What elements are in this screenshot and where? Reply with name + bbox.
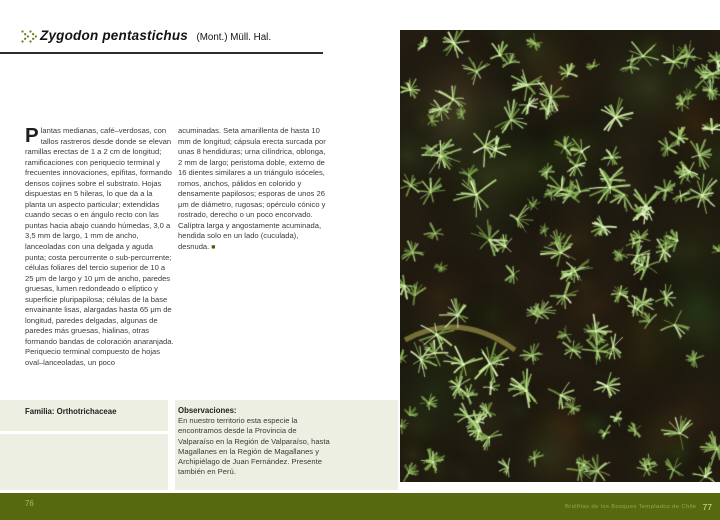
drop-cap: P xyxy=(25,124,39,147)
observations-heading: Observaciones: xyxy=(178,406,237,415)
moss-photo-canvas xyxy=(400,30,720,482)
end-of-entry-marker: ■ xyxy=(211,244,216,252)
family-panel xyxy=(0,400,168,431)
footer-bar xyxy=(0,493,720,520)
page-number-left: 76 xyxy=(25,499,34,508)
page-title xyxy=(40,27,271,45)
double-chevron-dotted-icon xyxy=(21,30,38,43)
running-title: Briófitas de los Bosques Templados de Chile xyxy=(565,503,697,510)
family-label: Familia: Orthotrichaceae xyxy=(25,407,117,416)
description-column-1 xyxy=(25,126,175,369)
moss-photo xyxy=(400,30,720,482)
title-divider xyxy=(0,52,323,54)
description-text-2: acuminadas. Seta amarillenta de hasta 10 mm de longitud; cápsula erecta surcada por unas 8 hendiduras; urna cilíndrica, oblonga, 2 mm de largo; peristoma doble, externo de 16 dientes similares a un triángulo isóceles, romos, anchos, pálidos en colorido y densamente papilosos; esporas de unos 26 μm de diámetro, rugosas; opérculo cónico y rostrado, derecho o un poco encorvado. Calíptra larga y angostamente acuminada, hendida solo en un lado (cuculada), desnuda. xyxy=(178,126,326,252)
species-name: Zygodon pentastichus xyxy=(40,28,189,43)
empty-panel xyxy=(0,434,168,490)
species-authority: (Mont.) Müll. Hal. xyxy=(196,32,272,43)
footer-right-group xyxy=(565,493,712,520)
description-column-2 xyxy=(178,126,328,254)
page-number-right: 77 xyxy=(702,501,712,512)
observations-panel xyxy=(175,400,398,490)
observations-text: En nuestro territorio esta especie la encontramos desde la Provincia de Valparaíso en la Región de Valparaíso, hasta Magallanes en la Región de Magallanes y Archipiélago de Juan Fernández. Presente también en Perú. xyxy=(178,416,330,477)
description-text-1: lantas medianas, café–verdosas, con tallos rastreros desde donde se elevan ramillas erectas de 1 a 2 cm de longitud; ramificaciones con periquecio terminal y frecuentes innovaciones, epífitas, formando densos cojines sobre el substrato. Hojas dispuestas en 5 hileras, lo que da a la planta un aspecto particular; extendidas cuando secas o en ángulo recto con las puntas hacia abajo cuando húmedas, 3,0 a 3,5 mm de largo, 1 mm de ancho, lanceoladas con una delgada y aguda punta; costa percurrente o sub-percurrente; células foliares del tercio superior de 10 a 25 μm de largo y 10 μm de ancho, paredes gruesas, lumen redondeado o elíptico y superficie pluripapilosa; células de la base envainante lisas, alargadas hasta 65 μm de longitud, paredes delgadas, algunas de paredes más gruesas, hialinas, otras formando bandas de coloración anaranjada. Periquecio terminal compuesto de hojas oval–lanceoladas, un poco xyxy=(25,126,174,368)
